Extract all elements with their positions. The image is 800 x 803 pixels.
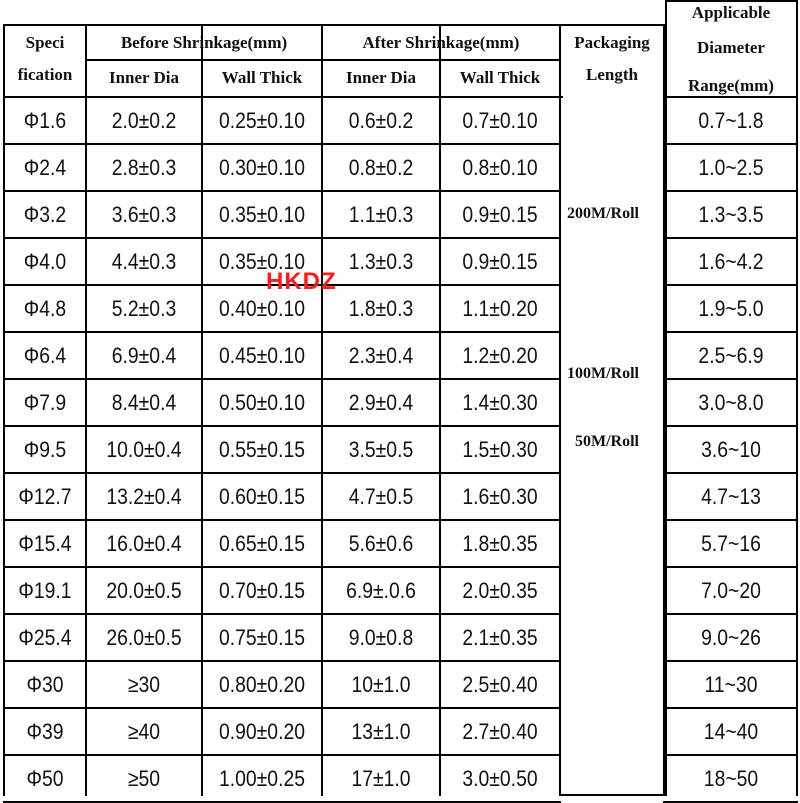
cell-after-inner: 1.1±0.3 <box>348 202 414 227</box>
cell-range: 1.9~5.0 <box>698 296 764 321</box>
cell-after-inner: 2.3±0.4 <box>348 343 414 368</box>
cell-after-wall: 1.5±0.30 <box>462 437 538 462</box>
header-spec-line1: Speci <box>25 33 65 52</box>
cell-spec: Φ39 <box>26 719 64 744</box>
cell-before-wall: 0.35±0.10 <box>219 202 305 227</box>
cell-range: 1.0~2.5 <box>698 155 764 180</box>
header-applicable-line1: Applicable <box>691 3 771 22</box>
cell-spec: Φ12.7 <box>18 484 72 509</box>
cell-after-wall: 3.0±0.50 <box>462 766 538 791</box>
cell-before-wall: 0.25±0.10 <box>219 108 305 133</box>
cell-range: 11~30 <box>704 672 758 697</box>
header-after-inner: Inner Dia <box>345 68 417 87</box>
cell-after-inner: 13±1.0 <box>351 719 411 744</box>
grid-hline-subheader <box>85 59 561 61</box>
cell-spec: Φ25.4 <box>18 625 72 650</box>
header-before-wall: Wall Thick <box>221 68 303 87</box>
cell-before-wall: 1.00±0.25 <box>219 766 305 791</box>
cell-after-inner: 2.9±0.4 <box>348 390 414 415</box>
cell-before-inner: ≥30 <box>127 672 161 697</box>
cell-range: 7.0~20 <box>701 578 761 603</box>
cell-before-inner: 2.8±0.3 <box>111 155 177 180</box>
cell-spec: Φ4.0 <box>23 249 67 274</box>
cell-spec: Φ30 <box>26 672 64 697</box>
cell-after-inner: 17±1.0 <box>351 766 411 791</box>
cell-after-wall: 0.9±0.15 <box>462 202 538 227</box>
watermark: HKDZ <box>266 268 337 295</box>
packaging-100m: 100M/Roll <box>567 365 639 382</box>
cell-range: 18~50 <box>703 766 759 791</box>
grid-vline <box>321 24 323 796</box>
cell-spec: Φ9.5 <box>23 437 67 462</box>
cell-range: 1.6~4.2 <box>698 249 764 274</box>
cell-after-inner: 6.9±.0.6 <box>346 578 416 603</box>
grid-vline <box>201 24 203 796</box>
cell-before-inner: 6.9±0.4 <box>111 343 177 368</box>
cell-range: 14~40 <box>703 719 759 744</box>
cell-spec: Φ4.8 <box>23 296 67 321</box>
cell-range: 2.5~6.9 <box>698 343 764 368</box>
cell-after-inner: 1.8±0.3 <box>348 296 414 321</box>
cell-after-inner: 3.5±0.5 <box>348 437 414 462</box>
cell-before-wall: 0.75±0.15 <box>219 625 305 650</box>
cell-before-wall: 0.30±0.10 <box>219 155 305 180</box>
cell-before-inner: 8.4±0.4 <box>111 390 177 415</box>
cell-range: 3.0~8.0 <box>698 390 764 415</box>
cell-range: 0.7~1.8 <box>698 108 764 133</box>
packaging-50m: 50M/Roll <box>575 433 639 450</box>
cell-before-wall: 0.45±0.10 <box>219 343 305 368</box>
cell-before-inner: 10.0±0.4 <box>106 437 182 462</box>
cell-after-wall: 1.1±0.20 <box>462 296 538 321</box>
header-packaging-line1: Packaging <box>574 33 650 52</box>
cell-range: 4.7~13 <box>701 484 761 509</box>
grid-vline <box>665 0 667 796</box>
cell-after-inner: 0.6±0.2 <box>348 108 414 133</box>
cell-after-wall: 2.1±0.35 <box>462 625 538 650</box>
grid-vline <box>796 0 798 796</box>
cell-after-wall: 1.6±0.30 <box>462 484 538 509</box>
grid-vline <box>559 24 561 796</box>
header-packaging-line2: Length <box>586 65 638 84</box>
cell-after-wall: 0.7±0.10 <box>462 108 538 133</box>
cell-before-inner: 5.2±0.3 <box>111 296 177 321</box>
cell-after-wall: 2.0±0.35 <box>462 578 538 603</box>
cell-before-wall: 0.70±0.15 <box>219 578 305 603</box>
cell-after-wall: 1.8±0.35 <box>462 531 538 556</box>
cell-after-wall: 2.5±0.40 <box>462 672 538 697</box>
cell-before-inner: 16.0±0.4 <box>106 531 182 556</box>
cell-before-inner: 26.0±0.5 <box>106 625 182 650</box>
cell-after-inner: 9.0±0.8 <box>348 625 414 650</box>
cell-after-wall: 0.8±0.10 <box>462 155 538 180</box>
header-before-inner: Inner Dia <box>108 68 180 87</box>
cell-spec: Φ19.1 <box>18 578 72 603</box>
cell-spec: Φ7.9 <box>23 390 67 415</box>
header-after-wall: Wall Thick <box>459 68 541 87</box>
cell-before-wall: 0.55±0.15 <box>219 437 305 462</box>
cell-range: 3.6~10 <box>701 437 761 462</box>
cell-before-wall: 0.90±0.20 <box>219 719 305 744</box>
header-applicable-line3: Range(mm) <box>688 76 774 95</box>
cell-before-inner: 4.4±0.3 <box>111 249 177 274</box>
cell-after-wall: 1.2±0.20 <box>462 343 538 368</box>
header-spec-line2: fication <box>17 65 73 84</box>
cell-before-wall: 0.65±0.15 <box>219 531 305 556</box>
header-after-group: After Shrinkage(mm) <box>362 33 520 52</box>
cell-after-inner: 10±1.0 <box>351 672 411 697</box>
cell-before-wall: 0.80±0.20 <box>219 672 305 697</box>
cell-spec: Φ6.4 <box>23 343 67 368</box>
cell-after-inner: 5.6±0.6 <box>348 531 414 556</box>
cell-after-wall: 2.7±0.40 <box>462 719 538 744</box>
cell-before-wall: 0.60±0.15 <box>219 484 305 509</box>
cell-after-inner: 4.7±0.5 <box>348 484 414 509</box>
cell-after-inner: 0.8±0.2 <box>348 155 414 180</box>
cell-before-wall: 0.50±0.10 <box>219 390 305 415</box>
cell-spec: Φ1.6 <box>23 108 67 133</box>
cell-spec: Φ2.4 <box>23 155 67 180</box>
cell-before-inner: 2.0±0.2 <box>111 108 177 133</box>
cell-spec: Φ50 <box>26 766 64 791</box>
cell-before-inner: 3.6±0.3 <box>111 202 177 227</box>
packaging-200m: 200M/Roll <box>567 205 639 222</box>
cell-after-wall: 1.4±0.30 <box>462 390 538 415</box>
grid-vline <box>439 24 441 796</box>
header-applicable-line2: Diameter <box>697 38 765 57</box>
cell-before-wall: 0.35±0.10 <box>219 249 305 274</box>
cell-after-wall: 0.9±0.15 <box>462 249 538 274</box>
cell-before-wall: 0.40±0.10 <box>219 296 305 321</box>
grid-vline <box>3 24 5 796</box>
cell-before-inner: 20.0±0.5 <box>106 578 182 603</box>
cell-before-inner: 13.2±0.4 <box>106 484 182 509</box>
cell-before-inner: ≥40 <box>127 719 161 744</box>
cell-before-inner: ≥50 <box>127 766 161 791</box>
grid-vline <box>85 24 87 796</box>
grid-hline-top <box>665 0 798 2</box>
cell-after-inner: 1.3±0.3 <box>348 249 414 274</box>
cell-range: 5.7~16 <box>701 531 761 556</box>
cell-spec: Φ3.2 <box>23 202 67 227</box>
header-before-group: Before Shrinkage(mm) <box>120 33 288 52</box>
cell-range: 9.0~26 <box>701 625 761 650</box>
cell-spec: Φ15.4 <box>18 531 72 556</box>
cell-range: 1.3~3.5 <box>698 202 764 227</box>
grid-hline-top <box>3 24 663 26</box>
grid-hline-bottom <box>559 794 665 796</box>
